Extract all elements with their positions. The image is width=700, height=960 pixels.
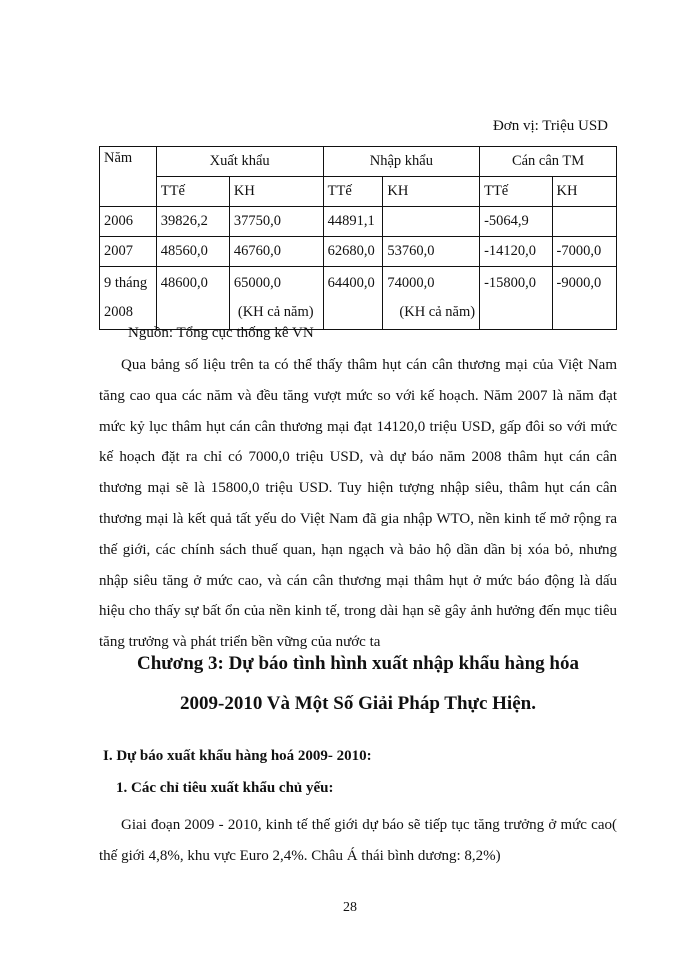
cell-import-tte: 44891,1: [323, 207, 383, 237]
cell-import-tte: 64400,0: [323, 267, 383, 330]
cell-balance-tte: -15800,0: [480, 267, 552, 330]
cell-export-tte: 39826,2: [156, 207, 229, 237]
cell-export-kh: [229, 267, 323, 330]
subsection-heading: 1. Các chỉ tiêu xuất khẩu chủ yếu:: [116, 780, 334, 796]
cell-export-tte: 48600,0: [156, 267, 229, 330]
cell-import-tte: 62680,0: [323, 237, 383, 267]
table-source: Nguồn: Tổng cục thống kê VN: [128, 325, 314, 341]
header-year: Năm: [100, 147, 157, 207]
subheader-cell: KH: [383, 177, 480, 207]
forecast-paragraph: Giai đoạn 2009 - 2010, kinh tế thế giới dự báo sẽ tiếp tục tăng trưởng ở mức cao( thế giới 4,8%, khu vực Euro 2,4%. Châu Á thái bình dương: 8,2%): [99, 817, 617, 864]
cell-export-tte: 48560,0: [156, 237, 229, 267]
cell-import-kh: [383, 267, 480, 330]
table-row: [100, 207, 617, 237]
cell-balance-kh: -9000,0: [552, 267, 617, 330]
cell-export-kh: 46760,0: [229, 237, 323, 267]
cell-year: 2007: [100, 237, 157, 267]
year-line1: 9 tháng: [104, 275, 148, 291]
subheader-cell: TTế: [480, 177, 552, 207]
export-kh-note: (KH cả năm): [237, 304, 314, 320]
cell-import-kh: 53760,0: [383, 237, 480, 267]
subheader-cell: KH: [229, 177, 323, 207]
table-subheader-row: [100, 177, 617, 207]
table-header-row: [100, 147, 617, 177]
import-kh-note: (KH cả năm): [399, 304, 476, 320]
cell-export-kh: 37750,0: [229, 207, 323, 237]
subheader-cell: TTế: [156, 177, 229, 207]
chapter-title-line1: Chương 3: Dự báo tình hình xuất nhập khẩu hàng hóa: [136, 653, 579, 674]
cell-balance-tte: -14120,0: [480, 237, 552, 267]
header-import: Nhập khẩu: [323, 147, 479, 177]
cell-year: [100, 267, 157, 330]
import-kh-value: 74000,0: [387, 275, 435, 291]
chapter-title-line2: 2009-2010 Và Một Số Giải Pháp Thực Hiện.: [180, 693, 536, 714]
section-heading: I. Dự báo xuất khẩu hàng hoá 2009- 2010:: [103, 748, 372, 764]
subheader-cell: KH: [552, 177, 617, 207]
header-export: Xuất khẩu: [156, 147, 323, 177]
cell-import-kh: [383, 207, 480, 237]
cell-year: 2006: [100, 207, 157, 237]
year-line2: 2008: [104, 304, 133, 320]
cell-balance-kh: [552, 207, 617, 237]
table-row: [100, 237, 617, 267]
trade-table: [99, 146, 617, 330]
cell-balance-kh: -7000,0: [552, 237, 617, 267]
export-kh-value: 65000,0: [233, 275, 281, 291]
subheader-cell: TTế: [323, 177, 383, 207]
header-balance: Cán cân TM: [480, 147, 617, 177]
cell-balance-tte: -5064,9: [480, 207, 552, 237]
page-number: 28: [343, 900, 357, 915]
table-row: [100, 267, 617, 330]
unit-label: Đơn vị: Triệu USD: [492, 118, 608, 134]
analysis-paragraph: Qua bảng số liệu trên ta có thể thấy thâm hụt cán cân thương mại của Việt Nam tăng cao qua các năm và đều tăng vượt mức so với kế hoạch. Năm 2007 là năm đạt mức kỷ lục thâm hụt cán cân thương mại đạt 14120,0 triệu USD, gấp đôi so với mức kế hoạch đặt ra chỉ có 7000,0 triệu USD, và dự báo năm 2008 thâm hụt cán cân thương mại sẽ là 15800,0 triệu USD. Tuy hiện tượng nhập siêu, thâm hụt cán cân thương mại là kết quả tất yếu do Việt Nam đã gia nhập WTO, nền kinh tế mở rộng ra thế giới, các chính sách thuế quan, hạn ngạch và bảo hộ dần dần bị xóa bỏ, nhưng nhập siêu tăng ở mức cao, và cán cân thương mại thâm hụt ở mức báo động là dấu hiệu cho thấy sự bất ổn của nền kinh tế, trong dài hạn sẽ gây ảnh hưởng đến mục tiêu tăng trưởng và phát triển bền vững của nước ta: [99, 357, 617, 651]
